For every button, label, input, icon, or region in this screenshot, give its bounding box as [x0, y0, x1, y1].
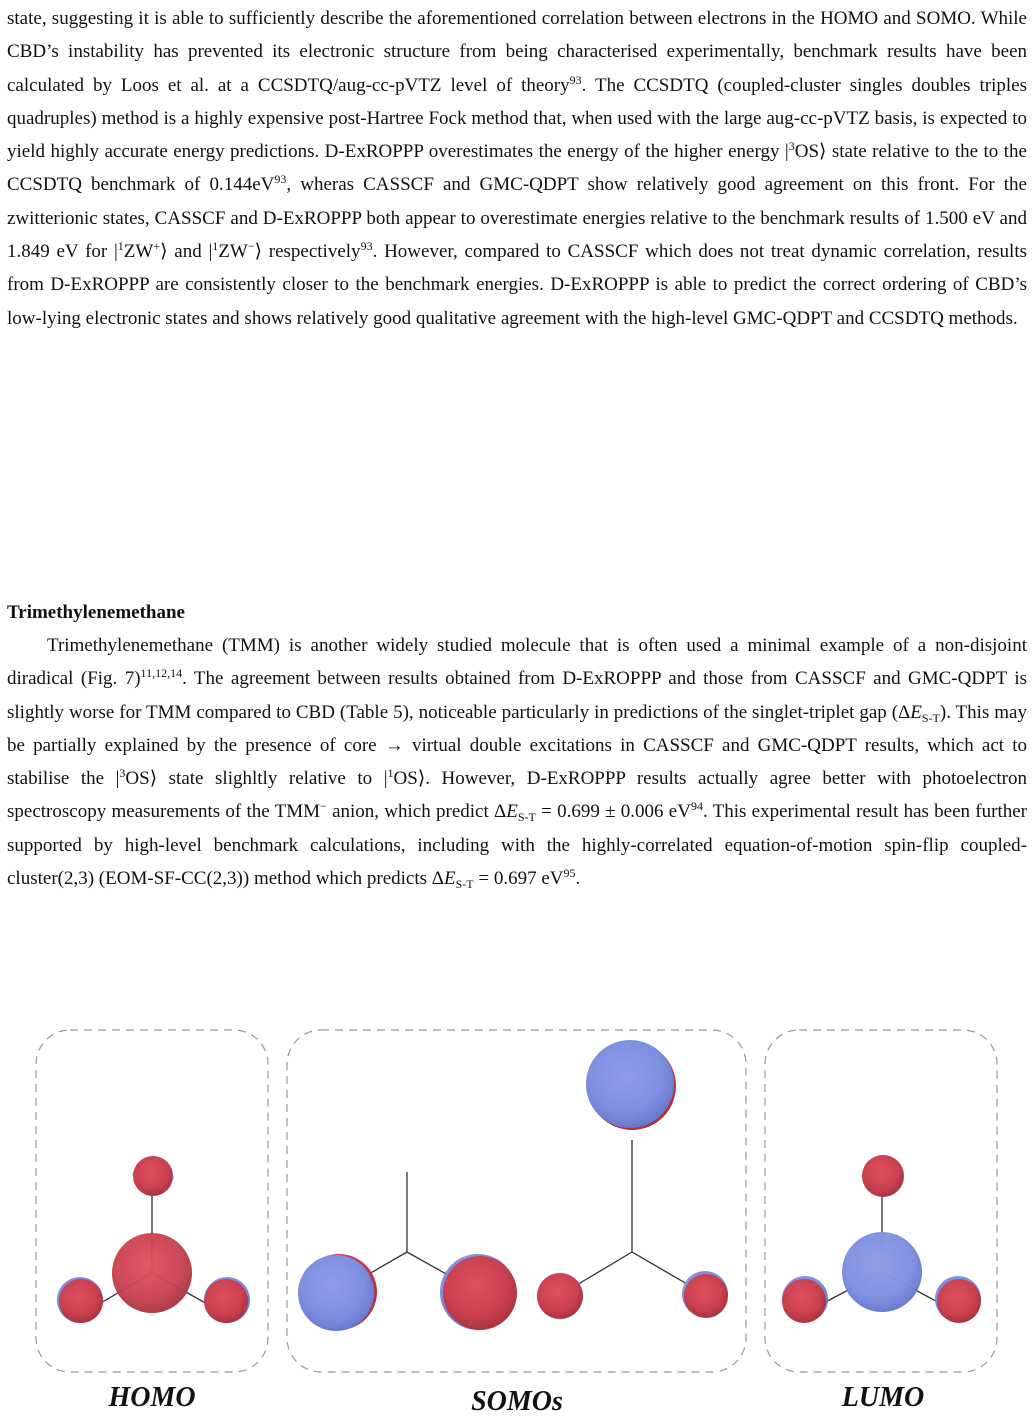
somo2-orbital [537, 1040, 728, 1319]
somo2-lobe-top [586, 1040, 674, 1128]
paragraph-cbd-benchmark: state, suggesting it is able to sufficiently describe the aforementioned correlation between electrons in the HOMO and SOMO. While CBD’s instability has prevented its electronic structure from being characterised experimentally, benchmark results have been calculated by Loos et al. at a CCSDTQ/aug-cc-pVTZ level of theory$^{93}$. The CCSDTQ (coupled-cluster singles doubles triples quadruples) method is a highly expensive post-Hartree Fock method that, when used with the large aug-cc-pVTZ basis, is expected to yield highly accurate energy predictions. D-ExROPPP overestimates the energy of the higher energy $|^3OS⟩$ state relative to the to the CCSDTQ benchmark of $0.144eV^{93}$, wheras CASSCF and GMC-QDPT show relatively good agreement on this front. For the zwitterionic states, CASSCF and D-ExROPPP both appear to overestimate energies relative to the benchmark results of 1.500 eV and 1.849 eV for $|^1ZW^+⟩$ and $|^1ZW^-⟩$ respectively$^{93}$. However, compared to CASSCF which does not treat dynamic correlation, results from D-ExROPPP are consistently closer to the benchmark energies. D-ExROPPP is able to predict the correct ordering of CBD’s low-lying electronic states and shows relatively good qualitative agreement with the high-level GMC-QDPT and CCSDTQ methods. [7, 8, 1028, 329]
orbital-diagram [0, 1020, 1034, 1421]
section-heading: Trimethylenemethane [7, 602, 185, 623]
homo-label: HOMO [108, 1382, 196, 1413]
orbital-figure [0, 1020, 1034, 1421]
somo1-lobe-right [443, 1256, 517, 1330]
somo1-orbital [298, 1172, 517, 1331]
paragraph-tmm: Trimethylenemethane (TMM) is another widely studied molecule that is often used a minimal example of a non-disjoint diradical (Fig. 7)$^{11,12,14}$. The agreement between results obtained from D-ExROPPP and those from CASSCF and GMC-QDPT is slightly worse for TMM compared to CBD (Table 5), noticeable particularly in predictions of the singlet-triplet gap $(\Delta E_{S-T})$. This may be partially explained by the presence of core → virtual double excitations in CASSCF and GMC-QDPT results, which act to stabilise the $|^3OS⟩$ state slighltly relative to $|^1OS⟩$. However, D-ExROPPP results actually agree better with photoelectron spectroscopy measurements of the TMM− anion, which predict $\Delta E_{S-T} = 0.699 \pm 0.006$ $eV^{94}$. This experimental result has been further supported by high-level benchmark calculations, including with the highly-correlated equation-of-motion spin-flip coupled-cluster(2,3) (EOM-SF-CC(2,3)) method which predicts $\Delta E_{S-T} = 0.697$ $eV^{95}$. [7, 635, 1027, 892]
lumo-lobe-left [782, 1279, 826, 1323]
lumo-lobe-top [862, 1155, 904, 1197]
homo-lobe-center [112, 1233, 192, 1313]
somo2-lobe-right [684, 1274, 728, 1318]
homo-orbital [57, 1156, 250, 1323]
somo1-lobe-left [298, 1255, 374, 1331]
somo2-lobe-left [537, 1273, 583, 1319]
lumo-orbital [782, 1155, 981, 1323]
lumo-label: LUMO [841, 1382, 925, 1413]
lumo-lobe-right [937, 1279, 981, 1323]
homo-lobe-top [133, 1156, 173, 1196]
lumo-lobe-center [842, 1232, 922, 1312]
somos-label: SOMOs [471, 1386, 563, 1417]
